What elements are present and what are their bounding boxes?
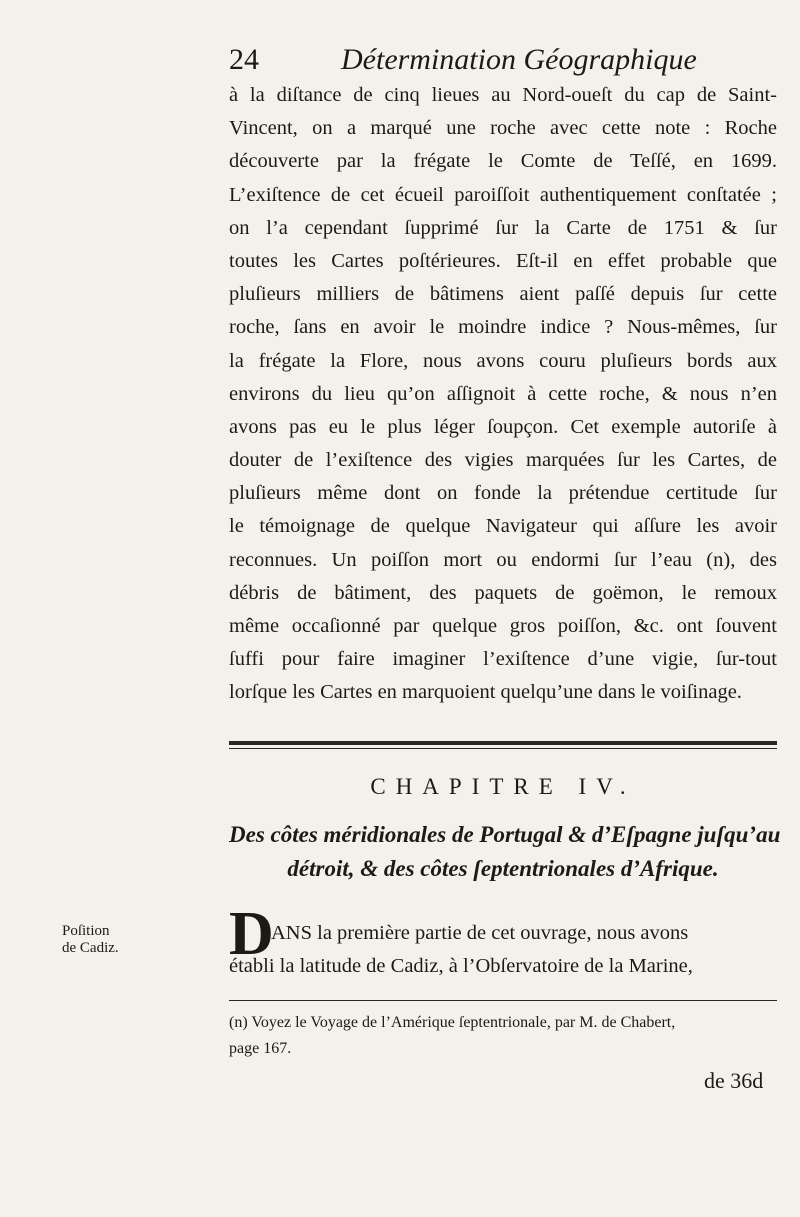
text-line: Vincent, on a marqué une roche avec cette note : Roche [229,117,777,140]
margin-note-line: Poſition [62,923,110,939]
divider-thick-rule [229,741,777,745]
text-line: découverte par la frégate le Comte de Teſſé, en 1699. [229,150,777,173]
divider-thin-rule [229,748,777,749]
body-paragraph [229,79,777,710]
catchword: de 36d [704,1068,764,1093]
text-line: L’exiſtence de cet écueil paroiſſoit authentiquement conſtatée ; [229,183,777,206]
chapter-subtitle [229,818,781,886]
footnote-line: page 167. [229,1040,292,1057]
footnote-rule [229,1000,777,1001]
text-line: pluſieurs même dont on fonde la prétendue certitude ſur [229,482,777,505]
running-head: Détermination Géographique [341,43,697,76]
drop-cap: D [229,900,274,968]
text-line: toutes les Cartes poſtérieures. Eſt-il en effet probable que [229,249,777,272]
text-line: la frégate la Flore, nous avons couru pluſieurs bords aux [229,349,777,372]
text-line: environs du lieu qu’on aſſignoit à cette roche, & nous n’en [229,382,777,405]
margin-note [62,923,152,957]
subtitle-line: Des côtes méridionales de Portugal & d’Eſpagne juſqu’au [229,822,781,847]
text-line: ANS la première partie de cet ouvrage, nous avons [271,922,689,944]
text-line: débris de bâtiment, des paquets de goëmon, le remoux [229,581,777,604]
page-header [229,40,697,80]
footnote [229,1010,777,1062]
footnote-line: (n) Voyez le Voyage de l’Amérique ſeptentrionale, par M. de Chabert, [229,1014,676,1031]
chapter-heading: CHAPITRE IV. [370,774,636,799]
text-line: roche, ſans en avoir le moindre indice ? Nous-mêmes, ſur [229,316,777,339]
subtitle-line: détroit, & des côtes ſeptentrionales d’Afrique. [287,856,719,881]
text-line: reconnues. Un poiſſon mort ou endormi ſur l’eau (n), des [229,548,777,571]
text-line: on l’a cependant ſupprimé ſur la Carte de 1751 & ſur [229,216,777,239]
text-line: pluſieurs milliers de bâtimens aient paſſé depuis ſur cette [229,283,777,306]
section-divider [229,741,777,751]
text-line: ſuffi pour faire imaginer l’exiſtence d’une vigie, ſur-tout [229,648,777,671]
chapter-opening-text [229,917,777,983]
text-line: le témoignage de quelque Navigateur qui aſſure les avoir [229,515,777,538]
text-line: établi la latitude de Cadiz, à l’Obſervatoire de la Marine, [229,955,693,977]
text-line: à la diſtance de cinq lieues au Nord-oueſt du cap de Saint- [229,84,777,106]
text-line: avons pas eu le plus léger ſoupçon. Cet exemple autoriſe à [229,415,777,438]
text-line: douter de l’exiſtence des vigies marquées ſur les Cartes, de [229,449,777,472]
page-number: 24 [229,43,259,76]
text-line: lorſque les Cartes en marquoient quelqu’une dans le voiſinage. [229,681,742,704]
text-line: même occaſionné par quelque gros poiſſon, &c. ont ſouvent [229,615,777,637]
margin-note-line: de Cadiz. [62,940,119,956]
